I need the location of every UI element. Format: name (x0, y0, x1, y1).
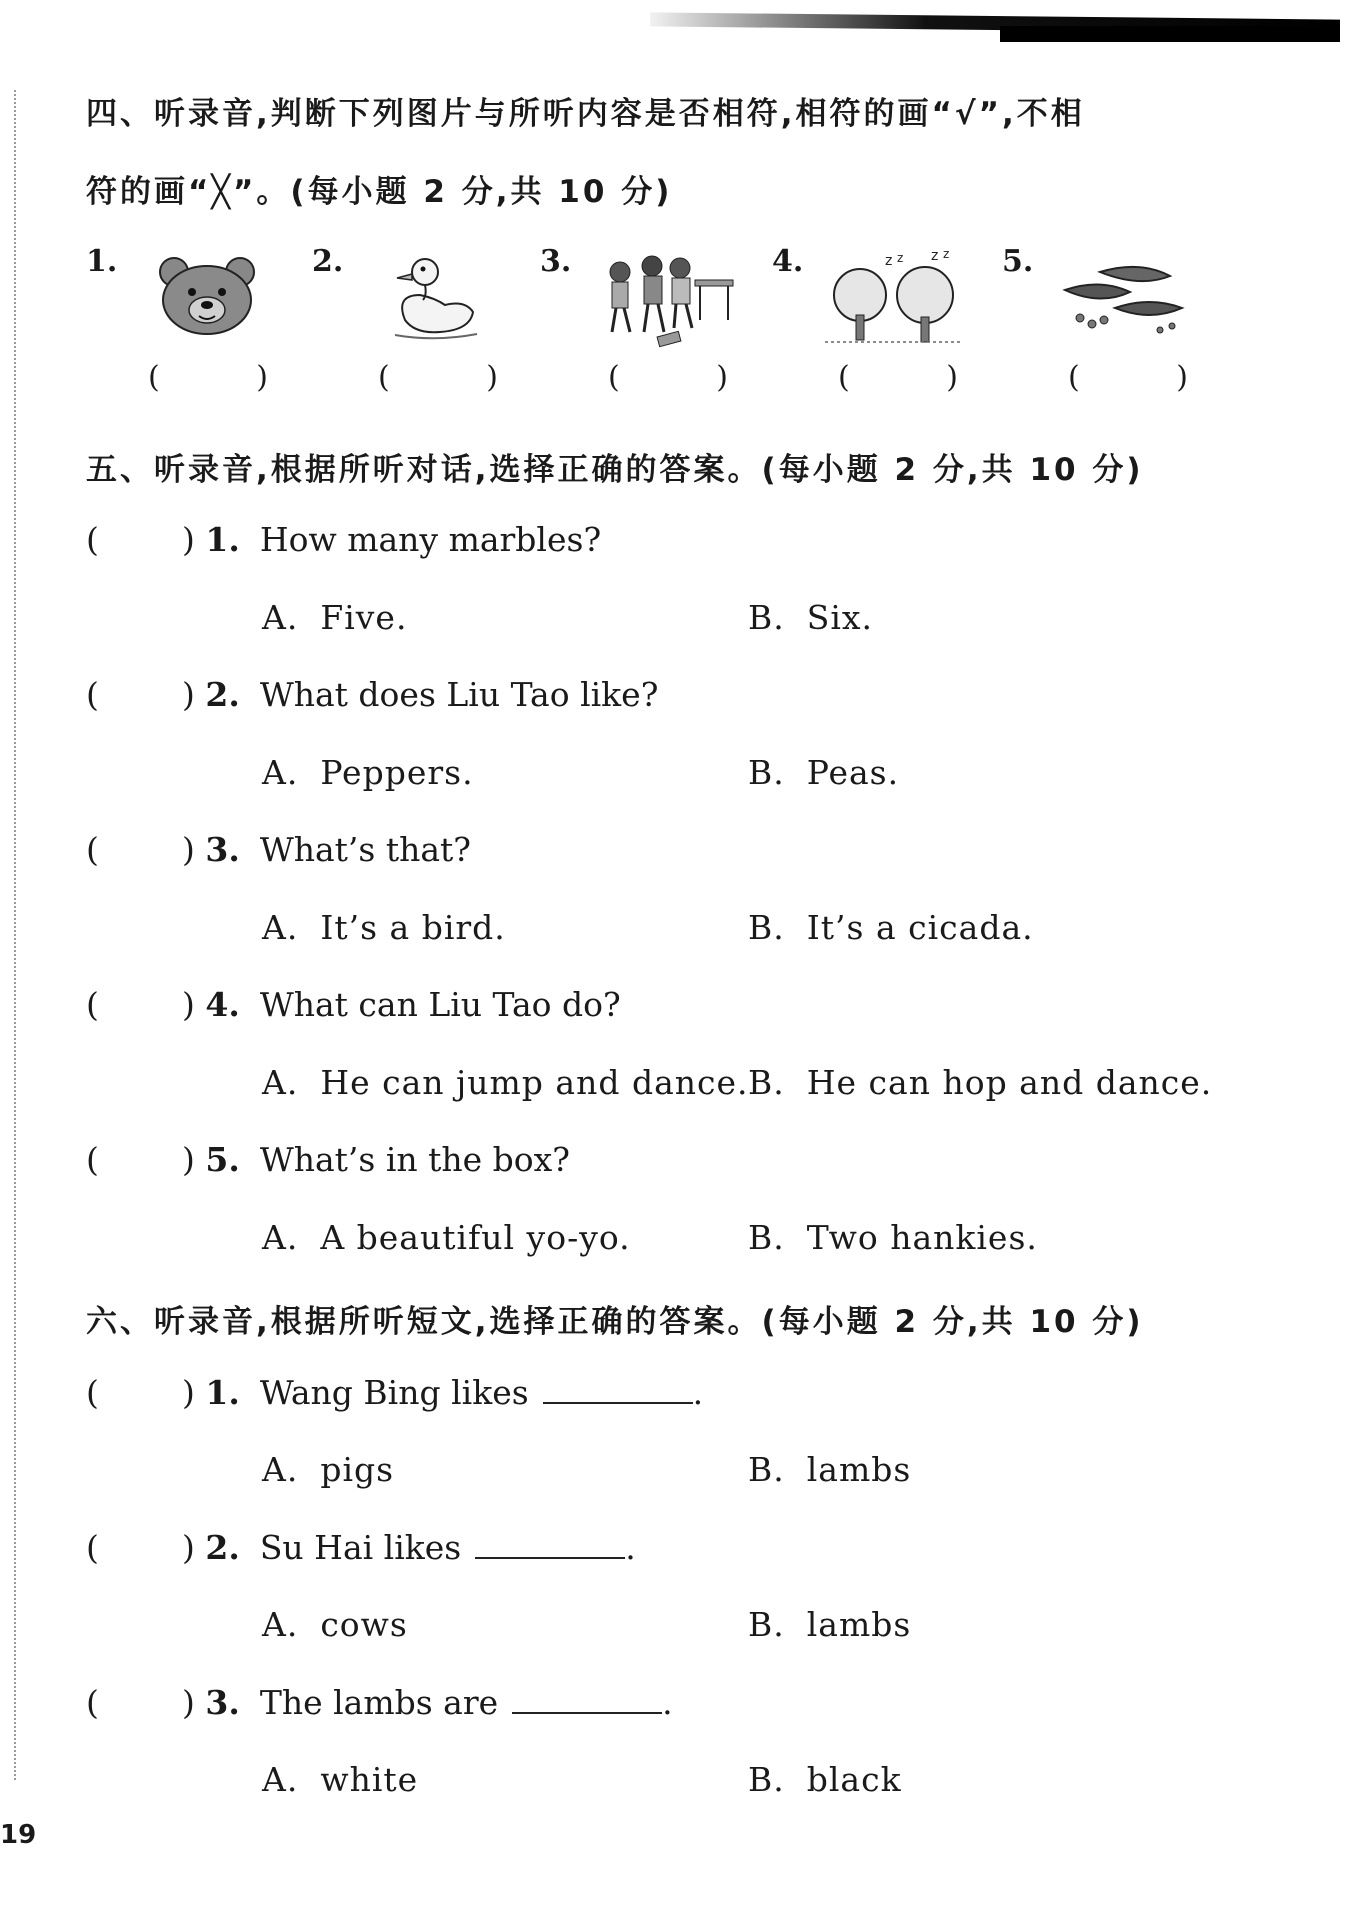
question-text: What’s that? (259, 830, 471, 869)
answer-paren[interactable]: ( (86, 1140, 99, 1179)
pic-item-number: 1. (86, 244, 118, 279)
paren-close: ) (716, 360, 728, 395)
svg-text:z: z (885, 253, 893, 269)
question-number: 2. (205, 1528, 240, 1567)
paren-open: ( (1068, 360, 1080, 395)
question-row (86, 985, 621, 1024)
option-b[interactable]: B. Two hankies. (748, 1218, 1038, 1257)
question-row (86, 1140, 570, 1179)
question-number: 3. (205, 830, 240, 869)
question-number: 2. (205, 675, 240, 714)
paren-close: ) (256, 360, 268, 395)
svg-text:z: z (897, 251, 904, 265)
duck-icon (385, 250, 485, 340)
question-row (86, 520, 601, 559)
paren-close: ) (182, 520, 195, 559)
svg-text:z: z (943, 250, 950, 261)
paren-close: ) (486, 360, 498, 395)
answer-paren[interactable]: ( (86, 520, 99, 559)
page-number: 19 (0, 1820, 37, 1850)
paren-close: ) (1176, 360, 1188, 395)
pic-answer-paren[interactable] (838, 360, 958, 395)
option-a[interactable]: A. It’s a bird. (262, 908, 506, 947)
option-b[interactable]: B. He can hop and dance. (748, 1063, 1213, 1102)
pic-answer-paren[interactable] (148, 360, 268, 395)
pea-pods-icon (1060, 250, 1190, 340)
question-text: Wang Bing likes (259, 1373, 529, 1412)
period: . (662, 1683, 673, 1722)
option-a[interactable]: A. Peppers. (262, 753, 474, 792)
option-a[interactable]: A. white (262, 1760, 419, 1799)
option-b[interactable]: B. lambs (748, 1605, 912, 1644)
option-b[interactable]: B. Six. (748, 598, 874, 637)
answer-paren[interactable]: ( (86, 985, 99, 1024)
section4-title-line1: 四、听录音,判断下列图片与所听内容是否相符,相符的画“√”,不相 (86, 96, 1085, 132)
question-text: What does Liu Tao like? (259, 675, 659, 714)
option-b[interactable]: B. black (748, 1760, 902, 1799)
answer-paren[interactable]: ( (86, 675, 99, 714)
answer-paren[interactable]: ( (86, 1373, 99, 1412)
trees-cicadas-icon (825, 250, 960, 350)
period: . (625, 1528, 636, 1567)
section5-title: 五、听录音,根据所听对话,选择正确的答案。(每小题 2 分,共 10 分) (86, 452, 1144, 488)
answer-paren[interactable]: ( (86, 830, 99, 869)
pic-item-number: 4. (772, 244, 804, 279)
paren-open: ( (608, 360, 620, 395)
pic-answer-paren[interactable] (1068, 360, 1188, 395)
question-number: 5. (205, 1140, 240, 1179)
paren-close: ) (946, 360, 958, 395)
fill-blank[interactable] (512, 1682, 662, 1714)
fill-blank[interactable] (543, 1372, 693, 1404)
question-text: The lambs are (259, 1683, 499, 1722)
pic-answer-paren[interactable] (608, 360, 728, 395)
paren-close: ) (182, 830, 195, 869)
question-text: What can Liu Tao do? (259, 985, 621, 1024)
svg-text:z: z (931, 250, 939, 264)
bear-icon (152, 250, 262, 340)
option-a[interactable]: A. A beautiful yo-yo. (262, 1218, 631, 1257)
section4-title-line2: 符的画“╳”。(每小题 2 分,共 10 分) (86, 174, 673, 210)
pic-item-number: 5. (1002, 244, 1034, 279)
option-a[interactable]: A. pigs (262, 1450, 395, 1489)
binding-dotted-line (14, 90, 16, 1780)
paren-close: ) (182, 985, 195, 1024)
paren-open: ( (838, 360, 850, 395)
question-number: 3. (205, 1683, 240, 1722)
question-row (86, 1372, 703, 1412)
paren-close: ) (182, 1683, 195, 1722)
answer-paren[interactable]: ( (86, 1528, 99, 1567)
paren-close: ) (182, 1140, 195, 1179)
option-a[interactable]: A. cows (262, 1605, 408, 1644)
option-b[interactable]: B. Peas. (748, 753, 900, 792)
pic-item-number: 3. (540, 244, 572, 279)
question-number: 1. (205, 1373, 240, 1412)
option-a[interactable]: A. Five. (262, 598, 408, 637)
option-a[interactable]: A. He can jump and dance. (262, 1063, 749, 1102)
question-row (86, 1527, 636, 1567)
option-b[interactable]: B. It’s a cicada. (748, 908, 1034, 947)
period: . (692, 1373, 704, 1412)
paren-close: ) (182, 675, 195, 714)
question-number: 1. (205, 520, 240, 559)
question-row (86, 830, 471, 869)
section6-title: 六、听录音,根据所听短文,选择正确的答案。(每小题 2 分,共 10 分) (86, 1304, 1144, 1340)
question-text: Su Hai likes (259, 1528, 462, 1567)
pic-item-number: 2. (312, 244, 344, 279)
fill-blank[interactable] (475, 1527, 625, 1559)
question-text: How many marbles? (259, 520, 602, 559)
paren-open: ( (378, 360, 390, 395)
pic-answer-paren[interactable] (378, 360, 498, 395)
paren-close: ) (182, 1373, 195, 1412)
question-row (86, 1682, 673, 1722)
question-text: What’s in the box? (259, 1140, 570, 1179)
question-row (86, 675, 658, 714)
paren-close: ) (182, 1528, 195, 1567)
page-top-edge-bar (1000, 26, 1340, 42)
children-playing-icon (600, 250, 735, 350)
paren-open: ( (148, 360, 160, 395)
answer-paren[interactable]: ( (86, 1683, 99, 1722)
option-b[interactable]: B. lambs (748, 1450, 912, 1489)
question-number: 4. (205, 985, 240, 1024)
